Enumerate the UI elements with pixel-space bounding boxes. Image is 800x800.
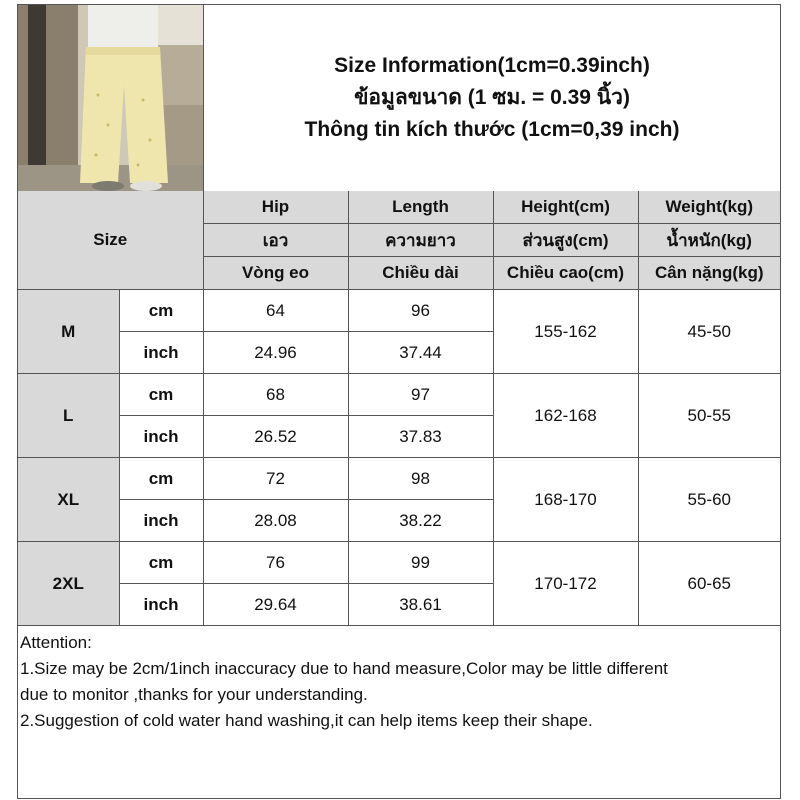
hip-inch-cell: 29.64 bbox=[203, 584, 348, 626]
table-row bbox=[18, 458, 780, 500]
note-line-1: 1.Size may be 2cm/1inch inaccuracy due to hand measure,Color may be little different bbox=[20, 659, 668, 678]
table-row bbox=[18, 542, 780, 584]
size-label-xl: XL bbox=[18, 458, 119, 542]
unit-cm: cm bbox=[119, 458, 203, 500]
attention-notes bbox=[20, 630, 778, 734]
column-header-weight-vietnamese: Cân nặng(kg) bbox=[638, 257, 780, 290]
length-inch-cell: 38.61 bbox=[348, 584, 493, 626]
column-header-length-vietnamese: Chiều dài bbox=[348, 257, 493, 290]
length-cm-cell: 97 bbox=[348, 374, 493, 416]
column-header-length: Length bbox=[348, 191, 493, 224]
column-header-weight-thai: น้ำหนัก(kg) bbox=[638, 224, 780, 257]
column-header-hip-thai: เอว bbox=[203, 224, 348, 257]
hip-cm-cell: 68 bbox=[203, 374, 348, 416]
length-cm-cell: 96 bbox=[348, 290, 493, 332]
product-photo bbox=[18, 5, 204, 191]
unit-cm: cm bbox=[119, 542, 203, 584]
column-header-length-thai: ความยาว bbox=[348, 224, 493, 257]
size-table bbox=[18, 191, 780, 626]
unit-inch: inch bbox=[119, 332, 203, 374]
column-header-hip: Hip bbox=[203, 191, 348, 224]
header bbox=[18, 5, 780, 192]
height-cell: 162-168 bbox=[493, 374, 638, 458]
note-line-2: due to monitor ,thanks for your understanding. bbox=[20, 685, 368, 704]
size-chart-sheet bbox=[17, 4, 781, 799]
size-column-header: Size bbox=[18, 191, 203, 290]
weight-cell: 45-50 bbox=[638, 290, 780, 374]
column-header-height-vietnamese: Chiều cao(cm) bbox=[493, 257, 638, 290]
length-inch-cell: 37.44 bbox=[348, 332, 493, 374]
column-header-height-thai: ส่วนสูง(cm) bbox=[493, 224, 638, 257]
hip-inch-cell: 26.52 bbox=[203, 416, 348, 458]
weight-cell: 50-55 bbox=[638, 374, 780, 458]
column-header-weight: Weight(kg) bbox=[638, 191, 780, 224]
title-english: Size Information(1cm=0.39inch) bbox=[334, 54, 650, 77]
table-row bbox=[18, 290, 780, 332]
height-cell: 170-172 bbox=[493, 542, 638, 626]
note-line-3: 2.Suggestion of cold water hand washing,it can help items keep their shape. bbox=[20, 711, 593, 730]
length-cm-cell: 99 bbox=[348, 542, 493, 584]
size-label-l: L bbox=[18, 374, 119, 458]
hip-cm-cell: 72 bbox=[203, 458, 348, 500]
title-block bbox=[204, 5, 780, 191]
weight-cell: 60-65 bbox=[638, 542, 780, 626]
notes-heading: Attention: bbox=[20, 633, 92, 652]
length-cm-cell: 98 bbox=[348, 458, 493, 500]
length-inch-cell: 38.22 bbox=[348, 500, 493, 542]
table-row bbox=[18, 374, 780, 416]
unit-cm: cm bbox=[119, 290, 203, 332]
weight-cell: 55-60 bbox=[638, 458, 780, 542]
title-thai: ข้อมูลขนาด (1 ซม. = 0.39 นิ้ว) bbox=[354, 86, 630, 109]
title-vietnamese: Thông tin kích thước (1cm=0,39 inch) bbox=[304, 118, 680, 141]
size-label-2xl: 2XL bbox=[18, 542, 119, 626]
size-label-m: M bbox=[18, 290, 119, 374]
hip-cm-cell: 76 bbox=[203, 542, 348, 584]
unit-inch: inch bbox=[119, 500, 203, 542]
column-header-height: Height(cm) bbox=[493, 191, 638, 224]
hip-cm-cell: 64 bbox=[203, 290, 348, 332]
unit-inch: inch bbox=[119, 416, 203, 458]
length-inch-cell: 37.83 bbox=[348, 416, 493, 458]
hip-inch-cell: 28.08 bbox=[203, 500, 348, 542]
height-cell: 168-170 bbox=[493, 458, 638, 542]
unit-cm: cm bbox=[119, 374, 203, 416]
height-cell: 155-162 bbox=[493, 290, 638, 374]
column-header-hip-vietnamese: Vòng eo bbox=[203, 257, 348, 290]
hip-inch-cell: 24.96 bbox=[203, 332, 348, 374]
unit-inch: inch bbox=[119, 584, 203, 626]
